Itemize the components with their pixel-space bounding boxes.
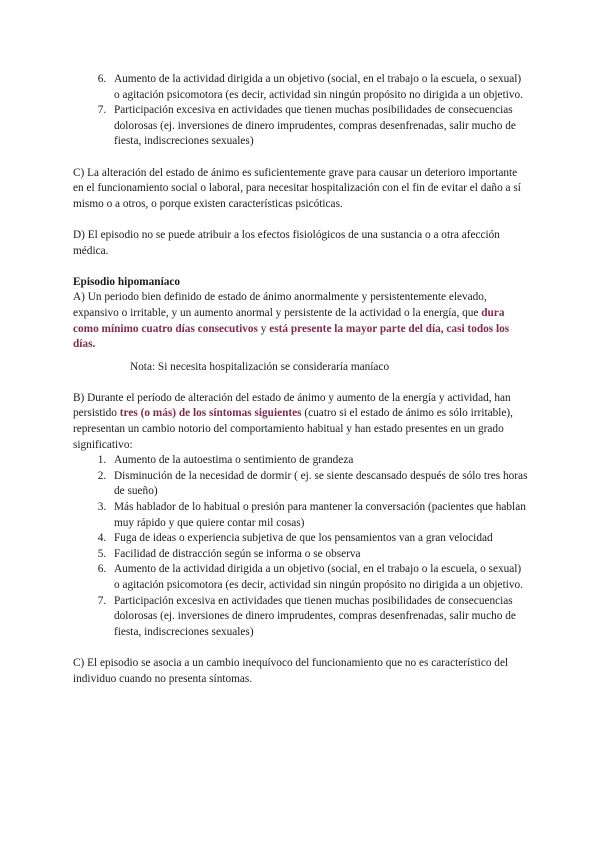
criterion-b-text: B) Durante el período de alteración del estado de ánimo y aumento de la energía y actividad, han persistido: [73, 391, 511, 420]
hypomanic-criterion-a: [73, 290, 529, 352]
list-item: 7. Participación excesiva en actividades que tienen muchas posibilidades de consecuencias dolorosas (ej. inversiones de dinero imprudentes, compras desenfrenadas, salir mucho de fiesta, indiscreciones sexuales): [109, 594, 529, 641]
criterion-a-text: A) Un periodo bien definido de estado de ánimo anormalmente y persistentemente elevado, expansivo o irritable, y un aumento anormal y persistente de la actividad o la energía, que: [73, 291, 487, 319]
hospitalization-note: Nota: Si necesita hospitalización se consideraría maníaco: [130, 360, 390, 373]
list-item: 1. Aumento de la autoestima o sentimiento de grandeza: [109, 453, 529, 469]
highlight-most-of-day: está presente la mayor parte del día, casi todos los días.: [73, 322, 510, 351]
highlight-four-days: dura como mínimo cuatro días consecutivos: [73, 306, 505, 335]
list-item: 2. Disminución de la necesidad de dormir ( ej. se siente descansado después de sólo tres horas de sueño): [109, 469, 529, 500]
list-item: 6. Aumento de la actividad dirigida a un objetivo (social, en el trabajo o la escuela, o sexual) o agitación psicomotora (es decir, actividad sin ningún propósito no dirigida a un objetivo.: [109, 562, 529, 593]
criterion-a-connector: y: [257, 322, 270, 335]
hypomanic-symptom-list: [73, 453, 529, 640]
list-item: 4. Fuga de ideas o experiencia subjetiva de que los pensamientos van a gran velocidad: [109, 531, 529, 547]
manic-criterion-c: C) La alteración del estado de ánimo es suficientemente grave para causar un deterioro importante en el funcionamiento social o laboral, para necesitar hospitalización con el fin de evitar el daño a sí mismo o a otros, o porque existen características psicóticas.: [73, 166, 521, 210]
document-content: [73, 72, 529, 687]
list-item: 6. Aumento de la actividad dirigida a un objetivo (social, en el trabajo o la escuela, o sexual) o agitación psicomotora (es decir, actividad sin ningún propósito no dirigida a un objetivo.: [109, 72, 529, 103]
manic-criterion-d: D) El episodio no se puede atribuir a los efectos fisiológicos de una sustancia o a otra afección médica.: [73, 228, 500, 257]
list-item: 7. Participación excesiva en actividades que tienen muchas posibilidades de consecuencias dolorosas (ej. inversiones de dinero imprudentes, compras desenfrenadas, salir mucho de fiesta, indiscreciones sexuales): [109, 103, 529, 150]
criterion-b-text-end: (cuatro si el estado de ánimo es sólo irritable), representan un cambio notorio del comportamiento habitual y han estado presentes en un grado significativo:: [73, 407, 513, 451]
manic-symptom-list-continued: [73, 72, 529, 150]
highlight-three-symptoms: tres (o más) de los síntomas siguientes: [119, 407, 302, 420]
hypomanic-criterion-c: C) El episodio se asocia a un cambio inequívoco del funcionamiento que no es característico del individuo cuando no presenta síntomas.: [73, 656, 509, 685]
hypomanic-criterion-b: [73, 391, 529, 453]
section-heading-hypomanic: Episodio hipomaníaco: [73, 275, 181, 288]
list-item: 5. Facilidad de distracción según se informa o se observa: [109, 547, 529, 563]
list-item: 3. Más hablador de lo habitual o presión para mantener la conversación (pacientes que hablan muy rápido y que quiere contar mil cosas): [109, 500, 529, 531]
